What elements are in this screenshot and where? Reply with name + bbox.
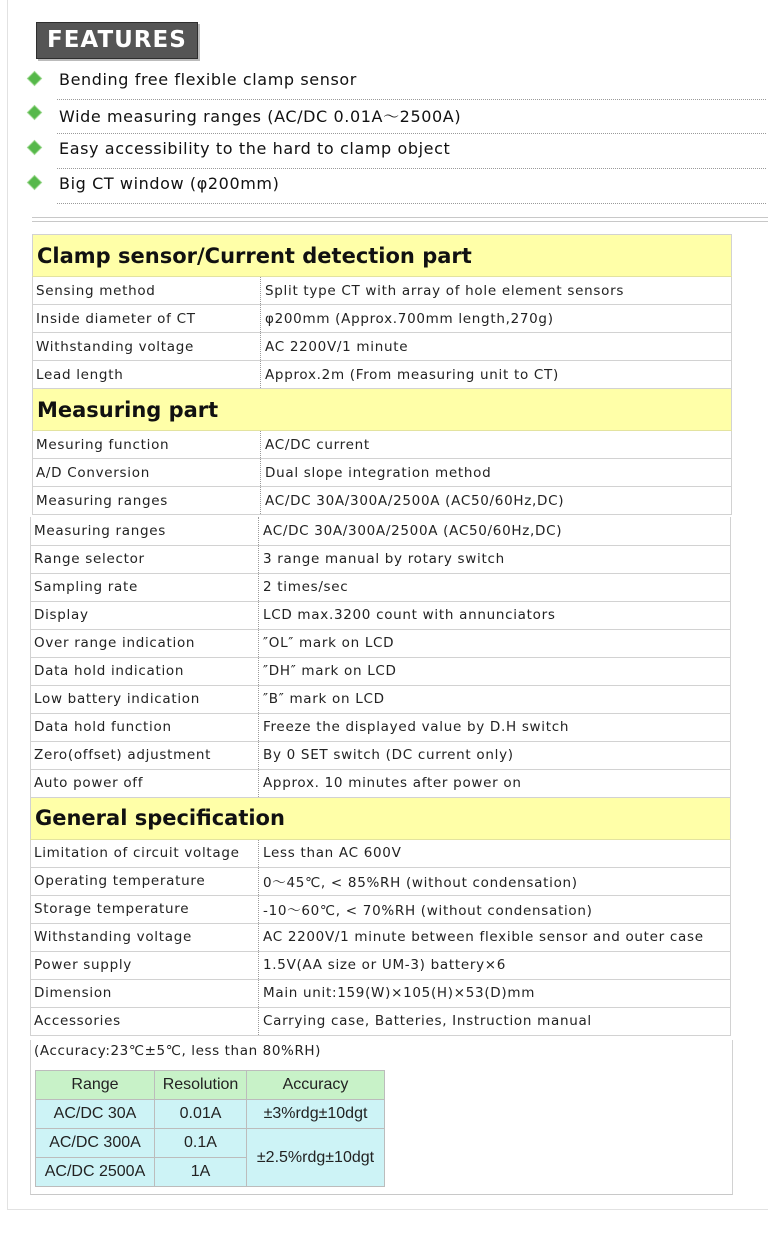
feature-text: Easy accessibility to the hard to clamp object xyxy=(59,139,451,158)
spec-label: A/D Conversion xyxy=(33,459,261,487)
accuracy-row xyxy=(36,1129,385,1158)
spec-row xyxy=(31,685,731,713)
accuracy-header-resolution: Resolution xyxy=(155,1071,247,1100)
spec-row xyxy=(31,657,731,685)
spec-label: Lead length xyxy=(33,361,261,389)
feature-item xyxy=(30,66,766,100)
spec-row xyxy=(31,951,731,979)
spec-label: Data hold indication xyxy=(31,657,259,685)
spec-row xyxy=(31,979,731,1007)
spec-row xyxy=(33,305,732,333)
diamond-bullet-icon xyxy=(28,176,41,189)
spec-value: Freeze the displayed value by D.H switch xyxy=(259,713,731,741)
accuracy-resolution: 0.1A xyxy=(155,1129,247,1158)
spec-row xyxy=(33,459,732,487)
spec-row xyxy=(31,867,731,895)
spec-value: Approx. 10 minutes after power on xyxy=(259,769,731,797)
spec-label: Sampling rate xyxy=(31,573,259,601)
spec-label: Sensing method xyxy=(33,277,261,305)
spec-value: ″DH″ mark on LCD xyxy=(259,657,731,685)
spec-value: 2 times/sec xyxy=(259,573,731,601)
spec-value: AC/DC 30A/300A/2500A (AC50/60Hz,DC) xyxy=(259,517,731,545)
spec-value: Carrying case, Batteries, Instruction manual xyxy=(259,1007,731,1035)
spec-label: Withstanding voltage xyxy=(33,333,261,361)
spec-label: Range selector xyxy=(31,545,259,573)
spec-value: ″B″ mark on LCD xyxy=(259,685,731,713)
spec-label: Measuring ranges xyxy=(33,487,261,515)
spec-row xyxy=(31,713,731,741)
spec-value: Less than AC 600V xyxy=(259,839,731,867)
spec-value: Dual slope integration method xyxy=(261,459,732,487)
spec-row xyxy=(31,601,731,629)
feature-text: Bending free flexible clamp sensor xyxy=(59,70,357,89)
spec-row xyxy=(33,361,732,389)
spec-label: Zero(offset) adjustment xyxy=(31,741,259,769)
spec-row xyxy=(33,487,732,515)
spec-value: LCD max.3200 count with annunciators xyxy=(259,601,731,629)
feature-item xyxy=(30,170,766,204)
spec-label: Low battery indication xyxy=(31,685,259,713)
spec-row xyxy=(33,277,732,305)
section-title-measuring-part: Measuring part xyxy=(33,389,732,431)
spec-row xyxy=(31,839,731,867)
section-separator xyxy=(32,217,768,222)
features-title: FEATURES xyxy=(36,22,198,59)
spec-label: Limitation of circuit voltage xyxy=(31,839,259,867)
feature-item xyxy=(30,135,766,169)
spec-value: AC 2200V/1 minute xyxy=(261,333,732,361)
diamond-bullet-icon xyxy=(28,141,41,154)
accuracy-range: AC/DC 30A xyxy=(36,1100,155,1129)
accuracy-resolution: 1A xyxy=(155,1158,247,1187)
spec-row xyxy=(33,431,732,459)
accuracy-note: (Accuracy:23℃±5℃, less than 80%RH) xyxy=(34,1043,322,1059)
spec-label: Inside diameter of CT xyxy=(33,305,261,333)
dotted-divider xyxy=(57,203,766,204)
spec-label: Data hold function xyxy=(31,713,259,741)
accuracy-table xyxy=(35,1070,385,1187)
spec-value: -10～60℃, < 70%RH (without condensation) xyxy=(259,895,731,923)
spec-row xyxy=(31,741,731,769)
spec-row xyxy=(31,895,731,923)
spec-value: 0～45℃, < 85%RH (without condensation) xyxy=(259,867,731,895)
feature-text: Wide measuring ranges (AC/DC 0.01A～2500A) xyxy=(59,107,462,126)
spec-label: Over range indication xyxy=(31,629,259,657)
spec-value: By 0 SET switch (DC current only) xyxy=(259,741,731,769)
spec-table-lower xyxy=(30,517,731,1036)
spec-label: Display xyxy=(31,601,259,629)
spec-row xyxy=(31,1007,731,1035)
spec-value: AC/DC 30A/300A/2500A (AC50/60Hz,DC) xyxy=(261,487,732,515)
spec-label: Mesuring function xyxy=(33,431,261,459)
accuracy-value-merged: ±2.5%rdg±10dgt xyxy=(247,1129,385,1187)
spec-label: Accessories xyxy=(31,1007,259,1035)
feature-item xyxy=(30,100,766,134)
diamond-bullet-icon xyxy=(28,106,41,119)
spec-value: 3 range manual by rotary switch xyxy=(259,545,731,573)
spec-label: Withstanding voltage xyxy=(31,923,259,951)
accuracy-resolution: 0.01A xyxy=(155,1100,247,1129)
spec-row xyxy=(31,545,731,573)
spec-value: AC/DC current xyxy=(261,431,732,459)
spec-label: Operating temperature xyxy=(31,867,259,895)
dotted-divider xyxy=(57,168,766,169)
accuracy-row xyxy=(36,1100,385,1129)
accuracy-header-range: Range xyxy=(36,1071,155,1100)
accuracy-header-accuracy: Accuracy xyxy=(247,1071,385,1100)
dotted-divider xyxy=(57,133,766,134)
spec-label: Measuring ranges xyxy=(31,517,259,545)
spec-row xyxy=(31,629,731,657)
accuracy-section xyxy=(30,1040,733,1195)
spec-value: Main unit:159(W)×105(H)×53(D)mm xyxy=(259,979,731,1007)
feature-text: Big CT window (φ200mm) xyxy=(59,174,280,193)
spec-table-upper xyxy=(32,234,732,515)
spec-row xyxy=(31,769,731,797)
spec-value: φ200mm (Approx.700mm length,270g) xyxy=(261,305,732,333)
spec-value: Split type CT with array of hole element sensors xyxy=(261,277,732,305)
spec-label: Dimension xyxy=(31,979,259,1007)
spec-label: Auto power off xyxy=(31,769,259,797)
spec-value: AC 2200V/1 minute between flexible sensor and outer case xyxy=(259,923,731,951)
spec-row xyxy=(31,923,731,951)
spec-value: 1.5V(AA size or UM-3) battery×6 xyxy=(259,951,731,979)
diamond-bullet-icon xyxy=(28,72,41,85)
accuracy-range: AC/DC 2500A xyxy=(36,1158,155,1187)
spec-row xyxy=(31,517,731,545)
spec-value: Approx.2m (From measuring unit to CT) xyxy=(261,361,732,389)
spec-row xyxy=(31,573,731,601)
spec-value: ″OL″ mark on LCD xyxy=(259,629,731,657)
spec-row xyxy=(33,333,732,361)
spec-label: Storage temperature xyxy=(31,895,259,923)
accuracy-range: AC/DC 300A xyxy=(36,1129,155,1158)
spec-label: Power supply xyxy=(31,951,259,979)
accuracy-value: ±3%rdg±10dgt xyxy=(247,1100,385,1129)
section-title-general-specification: General specification xyxy=(31,797,731,839)
section-title-clamp-sensor: Clamp sensor/Current detection part xyxy=(33,235,732,277)
